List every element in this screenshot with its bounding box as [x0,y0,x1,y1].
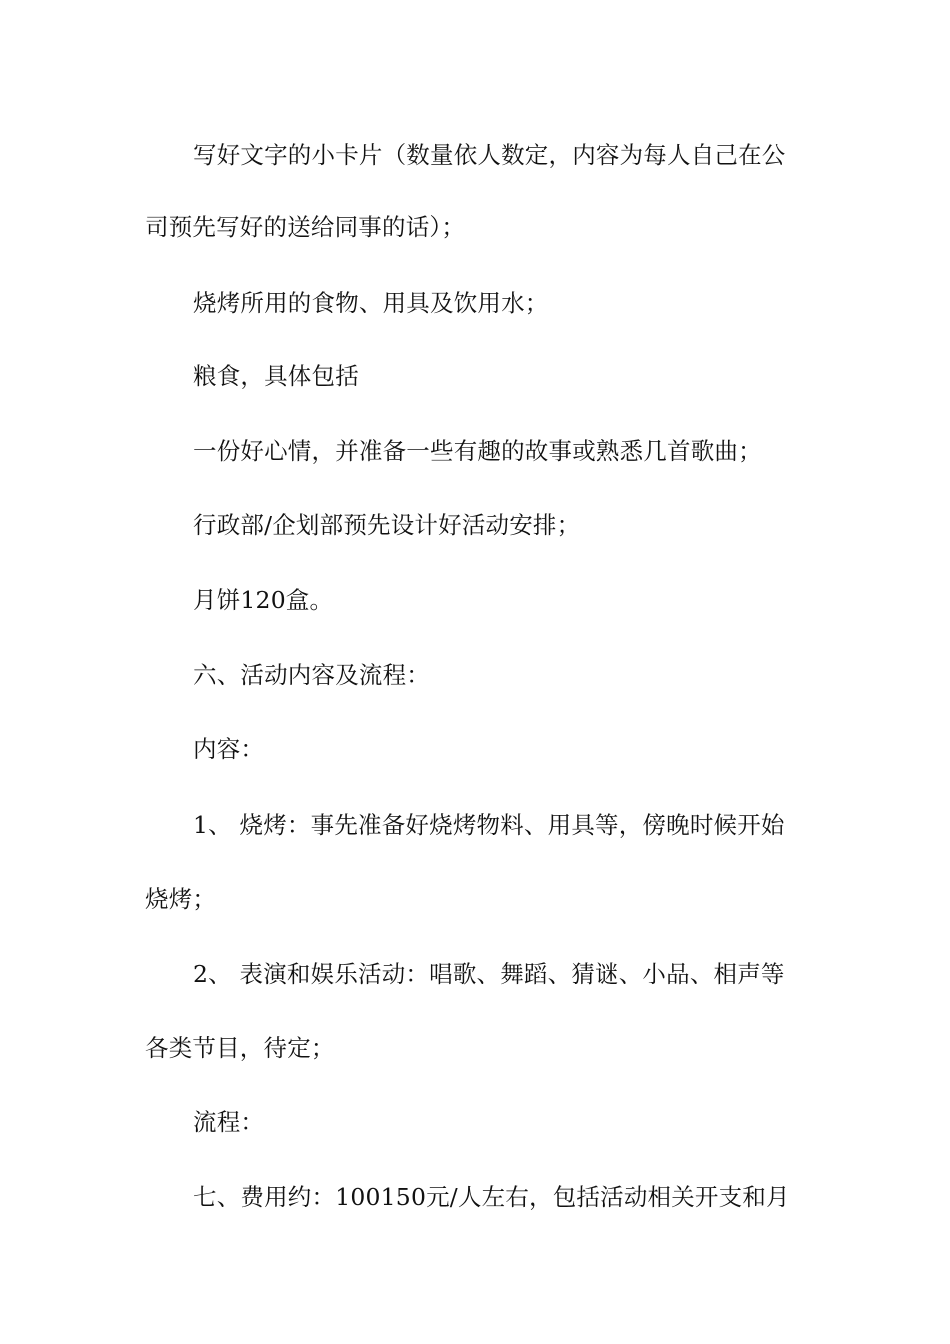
list-item-continuation: 烧烤； [145,885,217,913]
list-item-continuation: 各类节目，待定； [145,1034,335,1062]
paragraph-line: 粮食，具体包括 [193,362,359,390]
paragraph-line: 司预先写好的送给同事的话）； [145,213,466,241]
paragraph-line: 一份好心情，并准备一些有趣的故事或熟悉几首歌曲； [193,437,762,465]
paragraph-line: 写好文字的小卡片（数量依人数定，内容为每人自己在公 [193,141,786,169]
paragraph-line: 行政部/企划部预先设计好活动安排； [193,511,581,539]
subheading: 流程： [193,1108,265,1136]
list-item: 2、 表演和娱乐活动：唱歌、舞蹈、猜谜、小品、相声等 [193,960,785,988]
section-heading: 七、费用约：100150元/人左右，包括活动相关开支和月 [193,1183,790,1211]
paragraph-line: 月饼120盒。 [193,586,334,614]
list-item: 1、 烧烤：事先准备好烧烤物料、用具等，傍晚时候开始 [193,811,785,839]
section-heading: 六、活动内容及流程： [193,661,430,689]
subheading: 内容： [193,735,265,763]
paragraph-line: 烧烤所用的食物、用具及饮用水； [193,289,549,317]
